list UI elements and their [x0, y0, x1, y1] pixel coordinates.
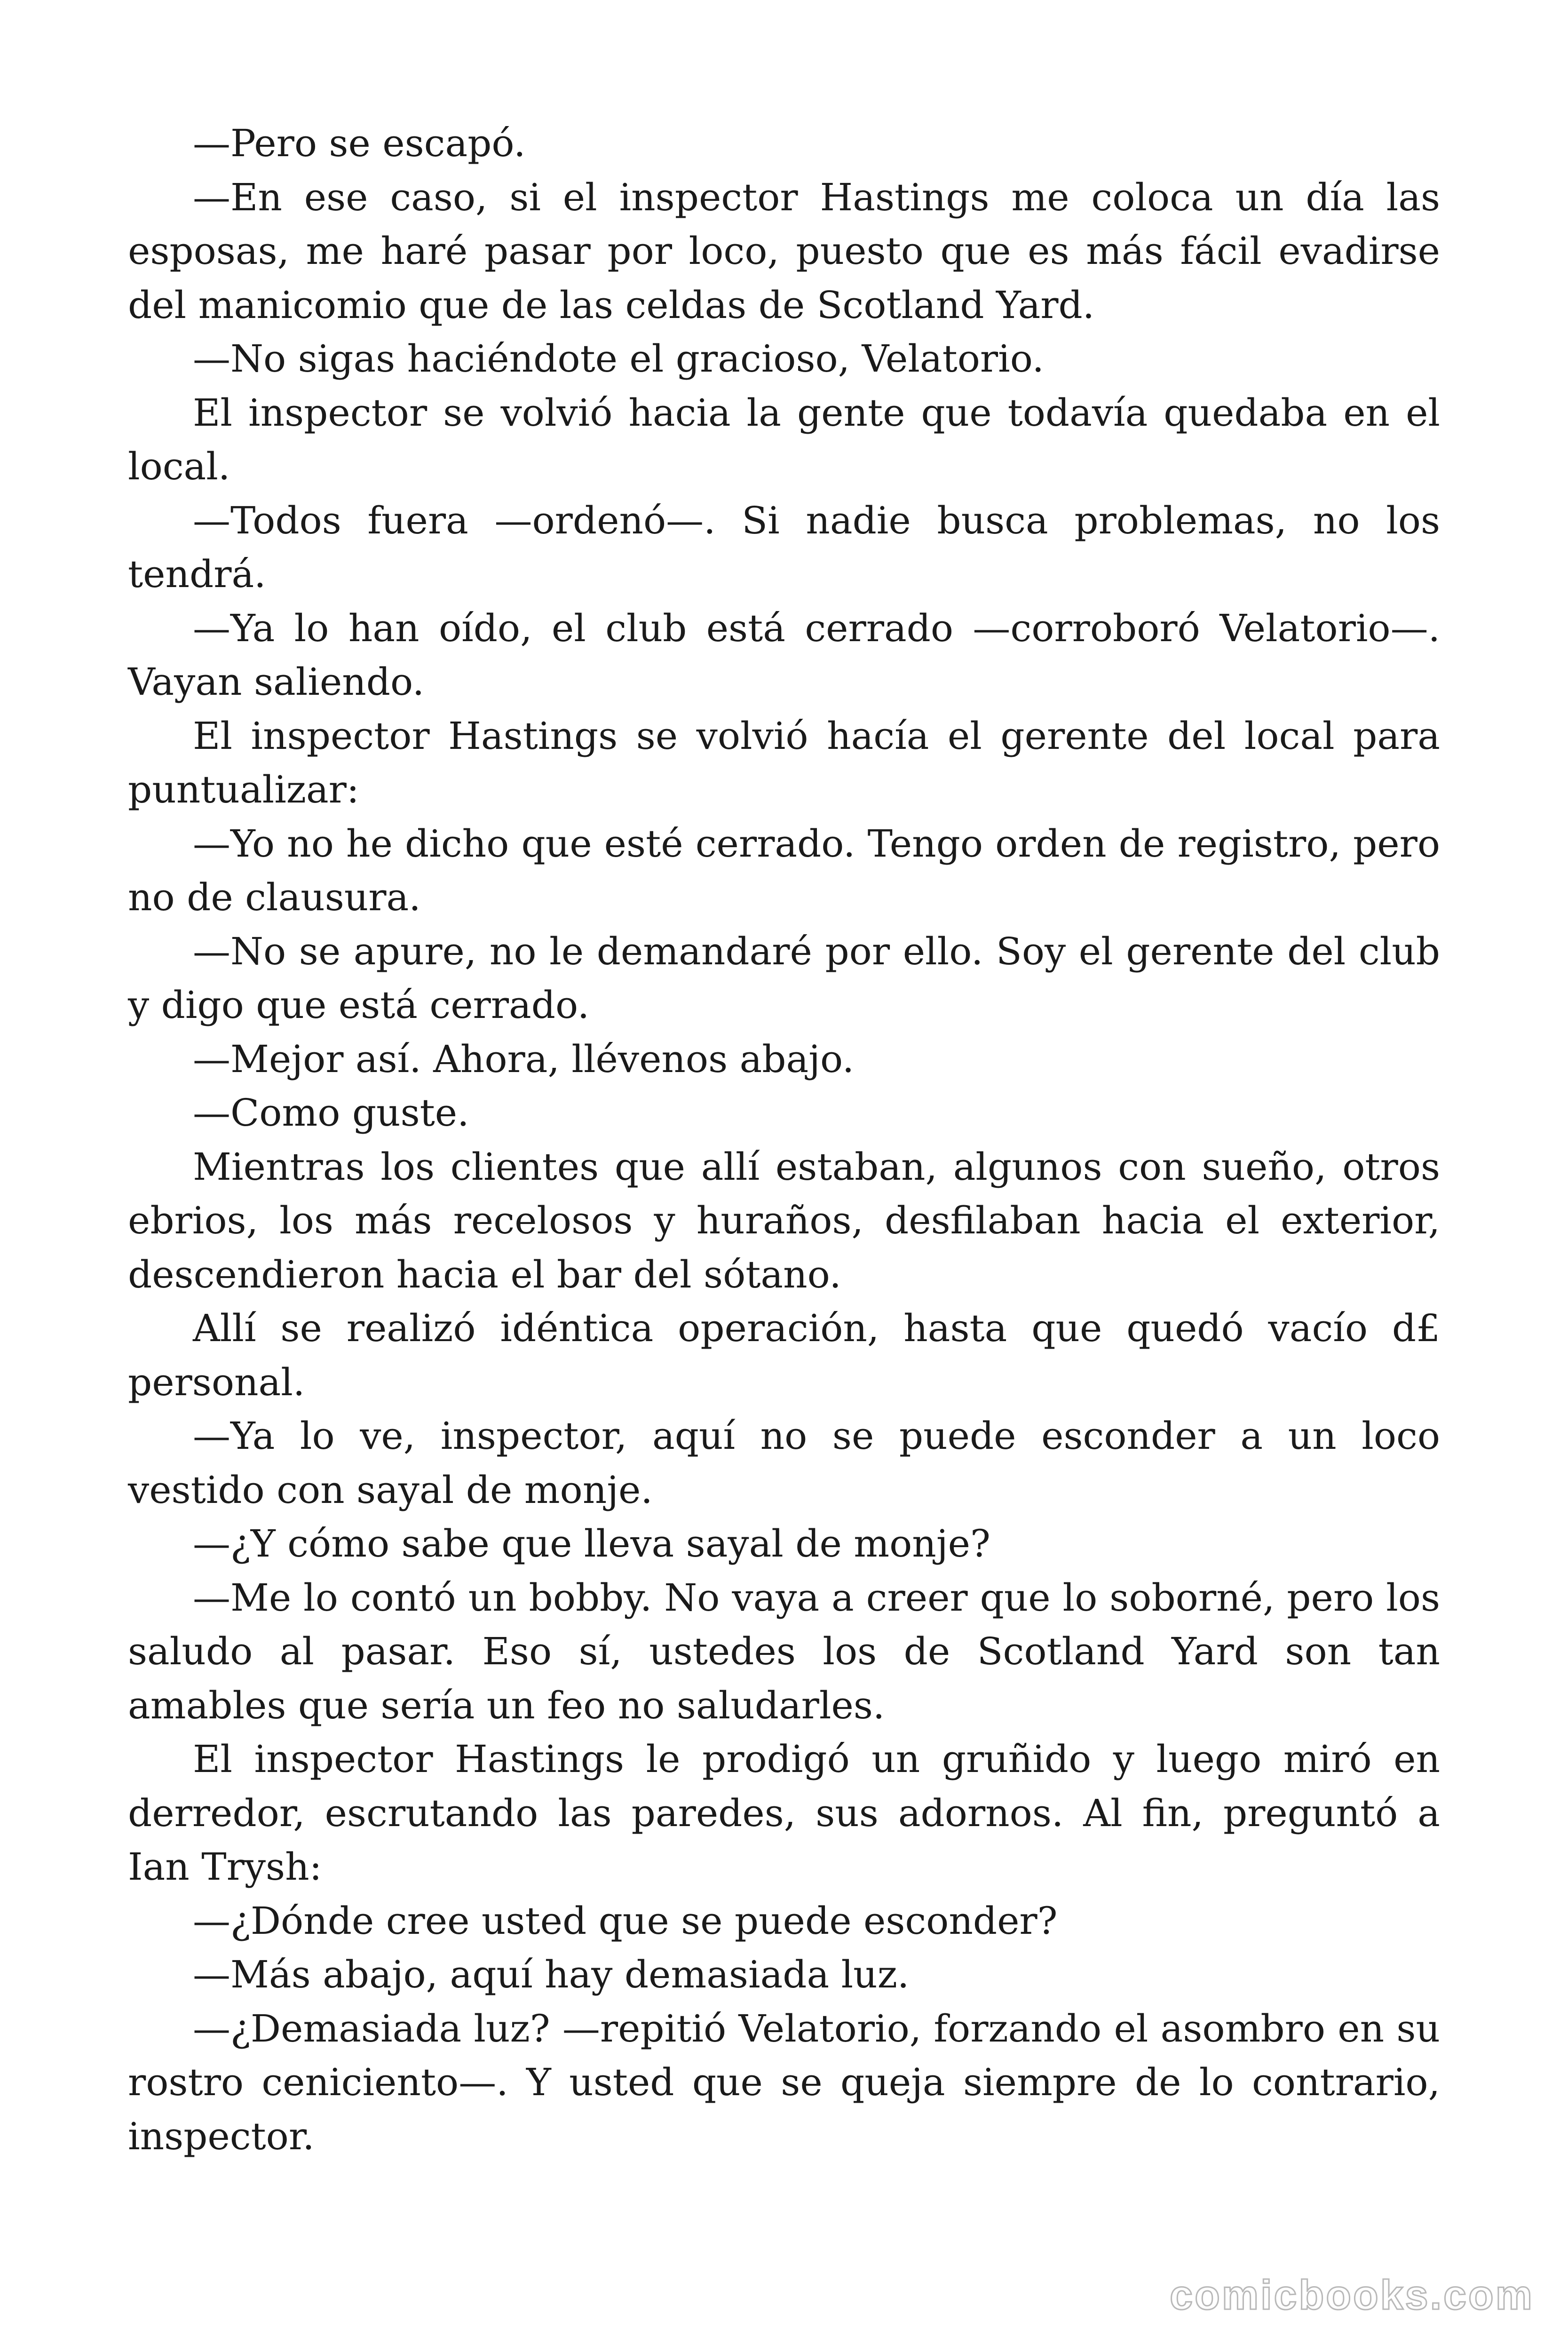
- paragraph: El inspector Hastings le prodigó un gruñido y luego miró en derredor, escrutando las paredes, sus adornos. Al fin, preguntó a Ian Trysh:: [128, 1737, 1440, 1889]
- paragraph: El inspector se volvió hacia la gente que todavía quedaba en el local.: [128, 390, 1440, 488]
- paragraph: Mientras los clientes que allí estaban, algunos con sueño, otros ebrios, los más recelosos y huraños, desfilaban hacia el exterior, descendieron hacia el bar del sótano.: [128, 1144, 1440, 1296]
- paragraph: —Ya lo han oído, el club está cerrado —corroboró Velatorio—. Vayan saliendo.: [128, 606, 1440, 704]
- body-text: [128, 117, 1440, 2163]
- paragraph: —Me lo contó un bobby. No vaya a creer que lo soborné, pero los saludo al pasar. Eso sí, ustedes los de Scotland Yard son tan amables que sería un feo no saludarles.: [128, 1575, 1440, 1727]
- paragraph: —Como guste.: [193, 1091, 469, 1135]
- paragraph: —Ya lo ve, inspector, aquí no se puede esconder a un loco vestido con sayal de monje.: [128, 1414, 1440, 1512]
- watermark-text: comicbooks.com: [1170, 2272, 1534, 2318]
- paragraph: —¿Dónde cree usted que se puede esconder?: [193, 1899, 1058, 1943]
- paragraph: —Todos fuera —ordenó—. Si nadie busca problemas, no los tendrá.: [128, 498, 1440, 596]
- paragraph: —Mejor así. Ahora, llévenos abajo.: [193, 1037, 855, 1081]
- paragraph: —Yo no he dicho que esté cerrado. Tengo orden de registro, pero no de clausura.: [128, 821, 1440, 919]
- paragraph: —No sigas haciéndote el gracioso, Velatorio.: [193, 337, 1044, 381]
- paragraph: —Pero se escapó.: [193, 121, 526, 165]
- paragraph: —Más abajo, aquí hay demasiada luz.: [193, 1953, 910, 1996]
- paragraph: —En ese caso, si el inspector Hastings me coloca un día las esposas, me haré pasar por loco, puesto que es más fácil evadirse del manicomio que de las celdas de Scotland Yard.: [128, 175, 1440, 327]
- paragraph: —No se apure, no le demandaré por ello. Soy el gerente del club y digo que está cerrado.: [128, 929, 1440, 1027]
- paragraph: —¿Y cómo sabe que lleva sayal de monje?: [193, 1522, 990, 1565]
- paragraph: —¿Demasiada luz? —repitió Velatorio, forzando el asombro en su rostro ceniciento—. Y usted que se queja siempre de lo contrario, inspector.: [128, 2006, 1440, 2158]
- paragraph: Allí se realizó idéntica operación, hasta que quedó vacío d£ personal.: [128, 1306, 1440, 1404]
- paragraph: El inspector Hastings se volvió hacía el gerente del local para puntualizar:: [128, 714, 1440, 811]
